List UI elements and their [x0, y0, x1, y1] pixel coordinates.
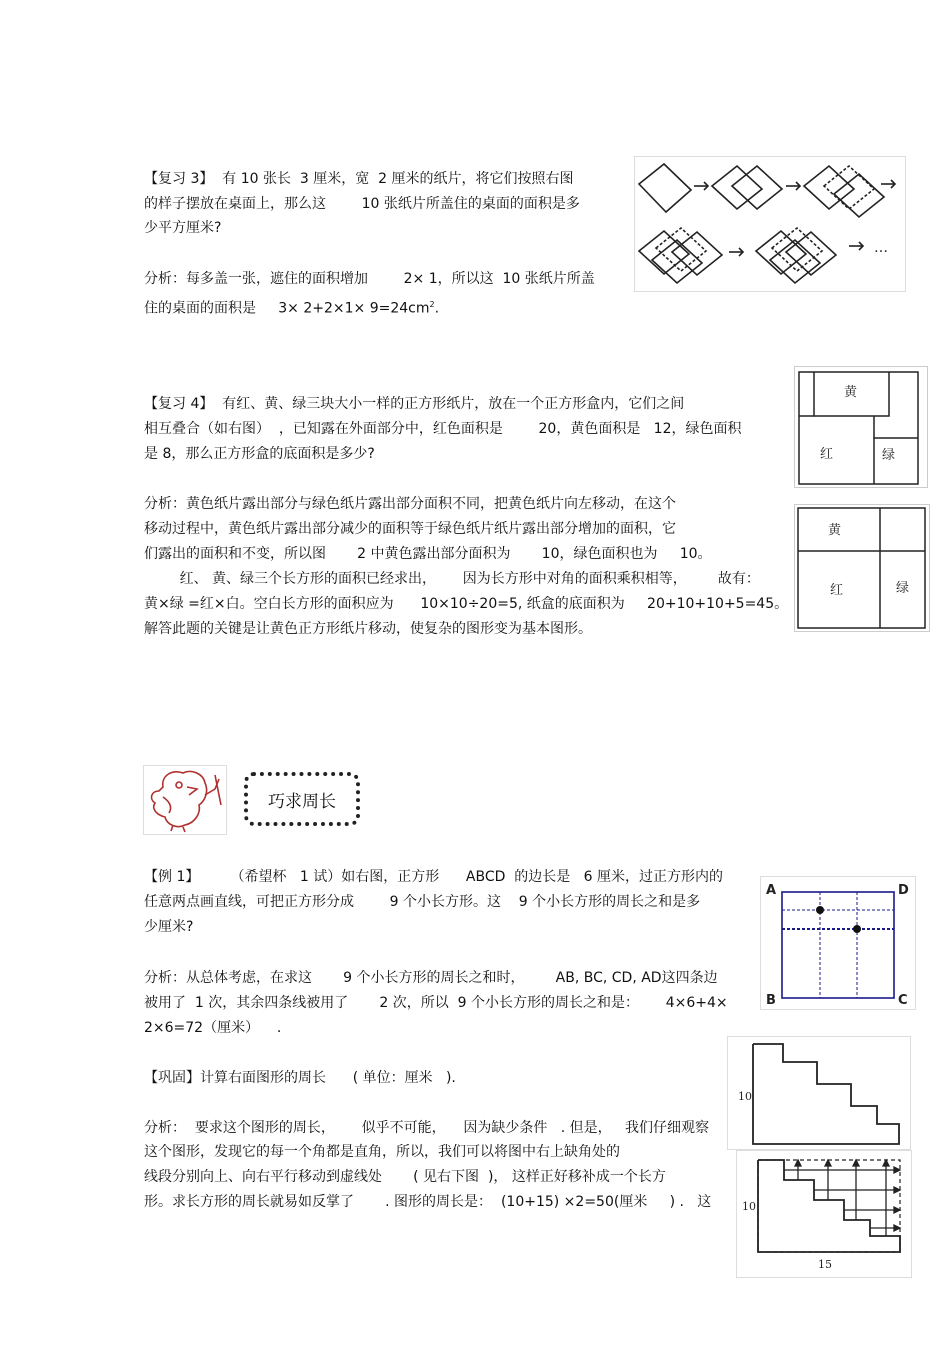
staircase-arrows-figure — [736, 1150, 912, 1278]
bird-mascot-icon — [143, 765, 227, 835]
review4-line-4: 分析：黄色纸片露出部分与绿色纸片露出部分面积不同，把黄色纸片向左移动，在这个 — [144, 496, 676, 512]
review3-line-3: 少平方厘米? — [144, 220, 222, 236]
review4-line-3: 是 8，那么正方形盒的底面积是多少? — [144, 446, 375, 462]
box-squares-figure-2 — [794, 504, 930, 632]
review3-line-4: 分析：每多盖一张，遮住的面积增加 2× 1，所以这 10 张纸片所盖 — [144, 271, 595, 287]
consolidate-line-3: 这个图形，发现它的每一个角都是直角，所以，我们可以将图中右上缺角处的 — [144, 1144, 620, 1160]
review3-line-2: 的样子摆放在桌面上，那么这 10 张纸片所盖住的桌面的面积是多 — [144, 196, 580, 212]
section-title: 巧求周长 — [244, 772, 360, 826]
example1-line-5: 被用了 1 次，其余四条线被用了 2 次，所以 9 个小长方形的周长之和是： 4×6+4× — [144, 995, 728, 1011]
staircase-figure — [727, 1036, 911, 1150]
example1-line-1: 【例 1】 （希望杯 1 试）如右图，正方形 ABCD 的边长是 6 厘米，过正方形内的 — [144, 869, 724, 885]
paper-overlap-figure — [634, 156, 906, 292]
review4-line-5: 移动过程中，黄色纸片露出部分减少的面积等于绿色纸片纸片露出部分增加的面积，它 — [144, 521, 676, 537]
fig1-green-label: 绿 — [882, 448, 896, 463]
review4-line-1: 【复习 4】 有红、黄、绿三块大小一样的正方形纸片，放在一个正方形盒内，它们之间 — [144, 396, 685, 412]
square-abcd-figure — [760, 876, 916, 1010]
corner-c-label: C — [898, 993, 908, 1008]
consolidate-line-2: 分析： 要求这个图形的周长， 似乎不可能， 因为缺少条件 . 但是， 我们仔细观察 — [144, 1120, 710, 1136]
consolidate-line-5: 形。求长方形的周长就易如反掌了 . 图形的周长是： (10+15) ×2=50(厘米 ) . 这 — [144, 1194, 712, 1210]
example1-line-2: 任意两点画直线，可把正方形分成 9 个小长方形。这 9 个小长方形的周长之和是多 — [144, 894, 701, 910]
review3-line-5 — [144, 296, 439, 318]
review4-line-6: 们露出的面积和不变，所以图 2 中黄色露出部分面积为 10，绿色面积也为 10。 — [144, 546, 712, 562]
example1-line-4: 分析：从总体考虑，在求这 9 个小长方形的周长之和时， AB, BC, CD, AD这四条边 — [144, 970, 718, 986]
staircase2-width-label: 15 — [818, 1258, 832, 1271]
review4-line-7: 红、 黄、绿三个长方形的面积已经求出， 因为长方形中对角的面积乘积相等， 故有： — [144, 571, 760, 587]
ellipsis-text: … — [874, 240, 888, 256]
fig1-yellow-label: 黄 — [844, 385, 858, 400]
review4-line-2: 相互叠合（如右图） ，已知露在外面部分中，红色面积是 20，黄色面积是 12，绿色面积 — [144, 421, 742, 437]
staircase2-height-label: 10 — [742, 1200, 756, 1213]
staircase-height-label: 10 — [738, 1090, 752, 1103]
example1-line-6: 2×6=72（厘米） . — [144, 1020, 282, 1036]
corner-b-label: B — [766, 993, 776, 1008]
corner-a-label: A — [766, 883, 777, 898]
fig2-red-label: 红 — [830, 583, 844, 598]
fig1-red-label: 红 — [820, 447, 834, 462]
review4-line-8: 黄×绿 =红×白。空白长方形的面积应为 10×10÷20=5, 纸盒的底面积为 20+10+10+5=45。 — [144, 596, 789, 612]
superscript-two: 2 — [429, 300, 435, 309]
review4-line-9: 解答此题的关键是让黄色正方形纸片移动，使复杂的图形变为基本图形。 — [144, 621, 592, 637]
box-squares-figure-1 — [794, 366, 928, 488]
fig2-yellow-label: 黄 — [828, 523, 842, 538]
review3-answer: 住的桌面的面积是 3× 2+2×1× 9=24cm — [144, 300, 430, 317]
example1-line-3: 少厘米? — [144, 919, 194, 935]
consolidate-line-1: 【巩固】计算右面图形的周长 ( 单位：厘米 ). — [144, 1070, 456, 1086]
review3-line-1: 【复习 3】 有 10 张长 3 厘米，宽 2 厘米的纸片，将它们按照右图 — [144, 171, 574, 187]
review3-period: . — [434, 300, 440, 317]
consolidate-line-4: 线段分别向上、向右平行移动到虚线处 ( 见右下图 )， 这样正好移补成一个长方 — [144, 1169, 666, 1185]
fig2-green-label: 绿 — [896, 581, 910, 596]
corner-d-label: D — [898, 883, 909, 898]
